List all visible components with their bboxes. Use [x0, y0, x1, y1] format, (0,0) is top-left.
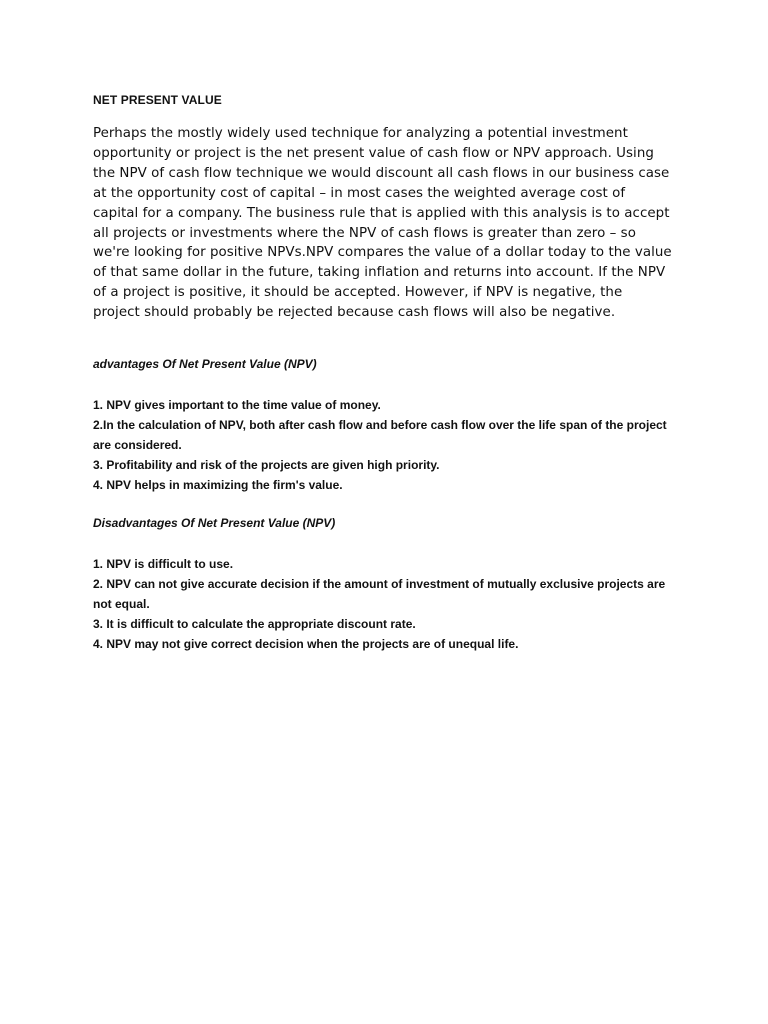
advantages-heading: advantages Of Net Present Value (NPV)	[93, 357, 317, 371]
disadvantages-heading: Disadvantages Of Net Present Value (NPV)	[93, 516, 336, 530]
list-item: 4. NPV helps in maximizing the firm's value.	[93, 478, 343, 492]
list-item: 3. Profitability and risk of the projects are given high priority.	[93, 458, 440, 472]
list-item: 3. It is difficult to calculate the appropriate discount rate.	[93, 617, 416, 631]
intro-paragraph: Perhaps the mostly widely used technique for analyzing a potential investment opportunity or project is the net present value of cash flow or NPV approach. Using the NPV of cash flow technique we would discount all cash flows in our business case at the opportunity cost of capital – in most cases the weighted average cost of capital for a company. The business rule that is applied with this analysis is to accept all projects or investments where the NPV of cash flows is greater than zero – so we're looking for positive NPVs.NPV compares the value of a dollar today to the value of that same dollar in the future, taking inflation and returns into account. If the NPV of a project is positive, it should be accepted. However, if NPV is negative, the project should probably be rejected because cash flows will also be negative.	[93, 126, 672, 321]
document-title: NET PRESENT VALUE	[93, 93, 222, 107]
disadvantages-list	[93, 554, 673, 654]
list-item: 4. NPV may not give correct decision when the projects are of unequal life.	[93, 637, 519, 651]
list-item: 1. NPV is difficult to use.	[93, 557, 234, 571]
list-item: 2. NPV can not give accurate decision if the amount of investment of mutually exclusive projects are not equal.	[93, 577, 666, 611]
list-item: 2.In the calculation of NPV, both after cash flow and before cash flow over the life span of the project are considered.	[93, 418, 667, 452]
advantages-list	[93, 395, 673, 495]
list-item: 1. NPV gives important to the time value of money.	[93, 398, 381, 412]
